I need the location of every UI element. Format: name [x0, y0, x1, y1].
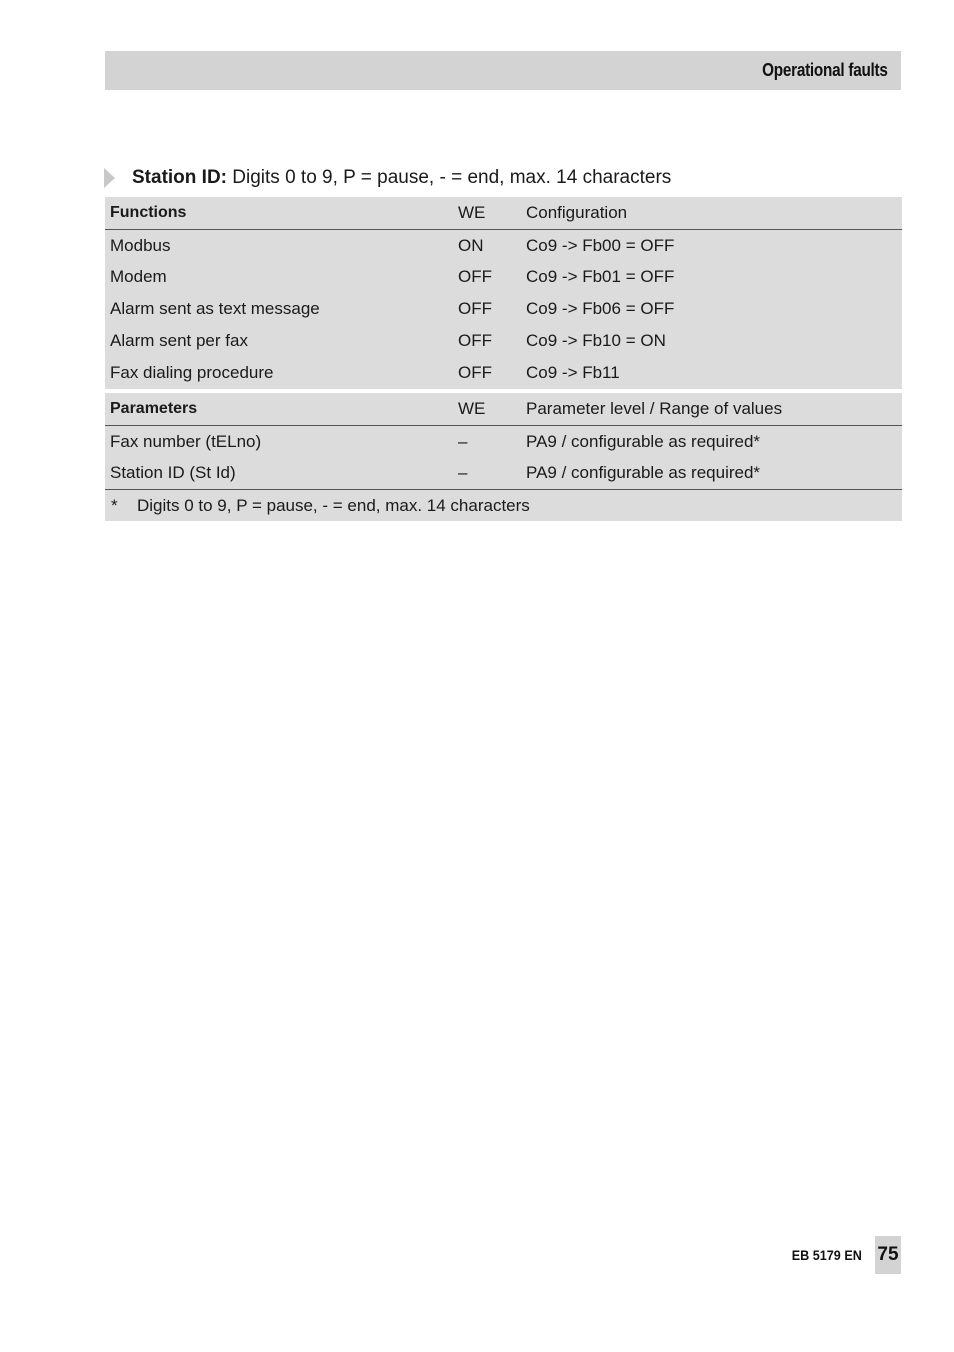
table-cell: Co9 -> Fb06 = OFF [526, 299, 675, 319]
intro-description: Digits 0 to 9, P = pause, - = end, max. 14 characters [227, 167, 672, 188]
table-cell: PA9 / configurable as required* [526, 431, 761, 451]
section-title: Operational faults [762, 60, 888, 80]
intro-label: Station ID: [132, 167, 227, 188]
table-cell: ON [458, 235, 484, 255]
column-header: Functions [110, 203, 187, 221]
table-cell: OFF [458, 362, 492, 382]
column-header: Parameter level / Range of values [526, 398, 783, 418]
table-cell: Station ID (St Id) [110, 463, 236, 483]
document-id: EB 5179 EN [791, 1247, 862, 1263]
table-cell: OFF [458, 331, 492, 351]
table-cell: Co9 -> Fb11 [526, 362, 620, 382]
table-cell: Co9 -> Fb10 = ON [526, 331, 666, 351]
table-cell: Alarm sent as text message [110, 299, 320, 319]
table-header-row [105, 393, 902, 426]
table-cell: Modbus [110, 235, 171, 255]
table-row [105, 230, 902, 262]
table-row [105, 458, 902, 490]
table-cell: – [458, 463, 468, 483]
table-header-row [105, 197, 902, 230]
table-row [105, 262, 902, 294]
intro-text [132, 167, 671, 189]
page-number: 75 [875, 1236, 901, 1274]
table-cell: – [458, 431, 468, 451]
column-header: Parameters [110, 399, 198, 417]
triangle-bullet-icon [104, 168, 115, 188]
page-header-bar [105, 51, 901, 90]
table-cell: Modem [110, 267, 167, 287]
table-row [105, 426, 902, 458]
column-header: WE [458, 202, 486, 222]
table-cell: Co9 -> Fb01 = OFF [526, 267, 675, 287]
table-cell: OFF [458, 299, 492, 319]
functions-table [105, 197, 902, 389]
table-row [105, 293, 902, 325]
table-cell: PA9 / configurable as required* [526, 463, 761, 483]
table-cell: OFF [458, 267, 492, 287]
page-footer [784, 1236, 901, 1274]
table-row [105, 357, 902, 389]
table-cell: Fax dialing procedure [110, 362, 274, 382]
table-cell: Fax number (tELno) [110, 431, 262, 451]
table-cell: Alarm sent per fax [110, 331, 248, 351]
column-header: WE [458, 398, 486, 418]
table-row [105, 325, 902, 357]
table-cell: Co9 -> Fb00 = OFF [526, 235, 675, 255]
footnote-text: Digits 0 to 9, P = pause, - = end, max. 14 characters [137, 496, 530, 515]
footnote-marker: * [111, 496, 118, 515]
column-header: Configuration [526, 202, 628, 222]
intro-line [104, 164, 671, 192]
table-footnote [105, 489, 902, 521]
parameters-table [105, 393, 902, 489]
